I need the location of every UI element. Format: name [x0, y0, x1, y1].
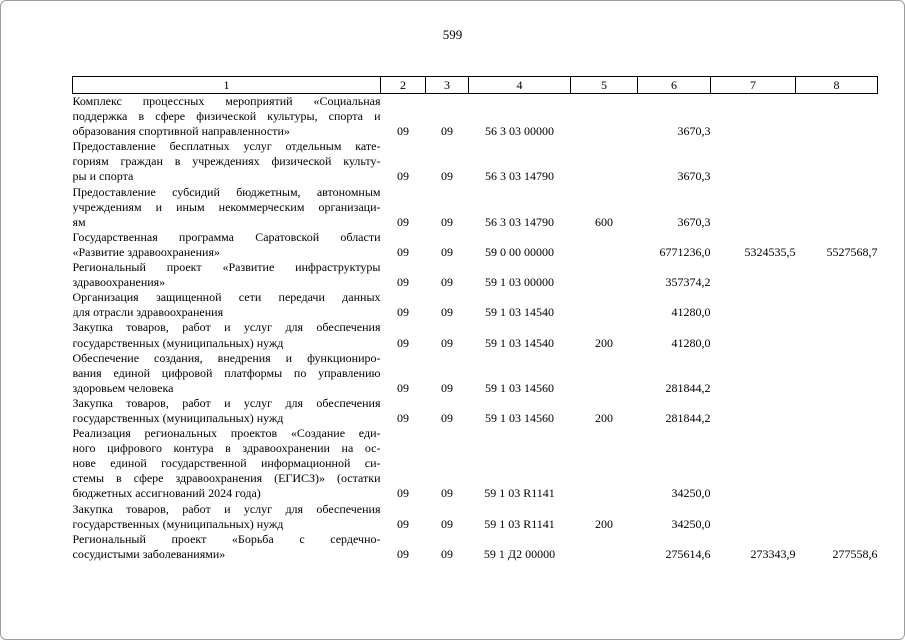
- target-article-cell: 59 1 03 14540: [485, 305, 554, 320]
- program-name-cell: [73, 532, 381, 562]
- amount-col6-cell: 281844,2: [665, 410, 711, 425]
- target-article-cell: 59 1 03 00000: [485, 275, 554, 290]
- name-line: Предоставление бесплатных услуг отдельным кате-: [72, 139, 381, 154]
- amount-col7-cell: [711, 426, 796, 501]
- target-article-cell: 59 1 03 14560: [485, 380, 554, 395]
- amount-col7-cell: [711, 139, 796, 184]
- subsection-code-cell: 09: [441, 214, 453, 229]
- subsection-code-cell: 09: [441, 169, 453, 184]
- amount-col6-cell: 3670,3: [677, 124, 711, 139]
- name-line: государственных (муниципальных) нужд: [72, 410, 284, 425]
- name-line: государственных (муниципальных) нужд: [72, 335, 284, 350]
- subsection-code-cell: 09: [441, 275, 453, 290]
- name-line: здоровьем человека: [72, 380, 174, 395]
- table-row: [73, 290, 878, 320]
- amount-col8-cell: [796, 94, 878, 140]
- expense-type-cell: [571, 426, 638, 501]
- amount-col7-cell: 5324535,5: [744, 244, 796, 259]
- section-code-cell: 09: [397, 275, 409, 290]
- amount-col8-cell: [796, 320, 878, 350]
- section-code-cell: 09: [397, 124, 409, 139]
- subsection-code-cell: 09: [441, 486, 453, 501]
- header-col-5: 5: [571, 77, 638, 94]
- program-name-cell: [73, 320, 381, 350]
- header-col-3: 3: [426, 77, 469, 94]
- target-article-cell: 59 1 03 R1141: [484, 486, 555, 501]
- name-line: бюджетных ассигнований 2024 года): [72, 486, 261, 501]
- amount-col7-cell: [711, 290, 796, 320]
- header-col-7: 7: [711, 77, 796, 94]
- section-code-cell: 09: [397, 546, 409, 561]
- table-row: [73, 532, 878, 562]
- target-article-cell: 56 3 03 00000: [485, 124, 554, 139]
- target-article-cell: 56 3 03 14790: [485, 169, 554, 184]
- name-line: поддержка в сфере физической культуры, спорта и: [72, 109, 381, 124]
- amount-col7-cell: [711, 502, 796, 532]
- amount-col8-cell: 277558,6: [832, 546, 878, 561]
- amount-col8-cell: [796, 139, 878, 184]
- program-name-cell: [73, 260, 381, 290]
- subsection-code-cell: 09: [441, 410, 453, 425]
- amount-col6-cell: 34250,0: [671, 516, 711, 531]
- name-line: Комплекс процессных мероприятий «Социальная: [72, 94, 381, 108]
- section-code-cell: 09: [397, 516, 409, 531]
- amount-col7-cell: [711, 396, 796, 426]
- table-row: [73, 230, 878, 260]
- table-row: [73, 185, 878, 230]
- table-row: [73, 94, 878, 140]
- name-line: Региональный проект «Развитие инфраструктуры: [72, 260, 381, 275]
- amount-col8-cell: [796, 185, 878, 230]
- table-row: [73, 139, 878, 184]
- expense-type-cell: [571, 260, 638, 290]
- target-article-cell: 59 1 03 R1141: [484, 516, 555, 531]
- section-code-cell: 09: [397, 380, 409, 395]
- amount-col8-cell: 5527568,7: [826, 244, 878, 259]
- name-line: Региональный проект «Борьба с сердечно-: [72, 531, 381, 546]
- subsection-code-cell: 09: [441, 124, 453, 139]
- program-name-cell: [73, 230, 381, 260]
- header-col-1: 1: [73, 77, 381, 94]
- amount-col6-cell: 357374,2: [665, 275, 711, 290]
- expense-type-cell: [571, 290, 638, 320]
- amount-col6-cell: 6771236,0: [659, 244, 711, 259]
- name-line: Государственная программа Саратовской области: [72, 229, 381, 244]
- amount-col8-cell: [796, 351, 878, 396]
- name-line: Организация защищенной сети передачи данных: [72, 290, 381, 305]
- program-name-cell: [73, 396, 381, 426]
- page-number: 599: [442, 27, 463, 42]
- program-name-cell: [73, 139, 381, 184]
- subsection-code-cell: 09: [441, 335, 453, 350]
- program-name-cell: [73, 94, 381, 140]
- table-row: [73, 351, 878, 396]
- target-article-cell: 59 1 03 14540: [485, 335, 554, 350]
- subsection-code-cell: 09: [441, 244, 453, 259]
- program-name-cell: [73, 185, 381, 230]
- expense-type-cell: [571, 532, 638, 562]
- amount-col6-cell: 3670,3: [677, 214, 711, 229]
- name-line: Закупка товаров, работ и услуг для обеспечения: [72, 320, 381, 335]
- name-line: ного цифрового контура в здравоохранении на ос-: [72, 441, 381, 456]
- amount-col6-cell: 41280,0: [671, 335, 711, 350]
- amount-col7-cell: [711, 320, 796, 350]
- amount-col8-cell: [796, 290, 878, 320]
- name-line: нове единой государственной информационной си-: [72, 456, 381, 471]
- program-name-cell: [73, 351, 381, 396]
- amount-col7-cell: [711, 351, 796, 396]
- subsection-code-cell: 09: [441, 516, 453, 531]
- expense-type-cell: 200: [595, 335, 613, 350]
- amount-col6-cell: 34250,0: [671, 486, 711, 501]
- name-line: стемы в сфере здравоохранения (ЕГИСЗ)» (остатки: [72, 471, 381, 486]
- amount-col8-cell: [796, 260, 878, 290]
- amount-col8-cell: [796, 426, 878, 501]
- section-code-cell: 09: [397, 410, 409, 425]
- section-code-cell: 09: [397, 244, 409, 259]
- target-article-cell: 56 3 03 14790: [485, 214, 554, 229]
- subsection-code-cell: 09: [441, 305, 453, 320]
- name-line: Закупка товаров, работ и услуг для обеспечения: [72, 501, 381, 516]
- name-line: гориям граждан в учреждениях физической культу-: [72, 154, 381, 169]
- section-code-cell: 09: [397, 305, 409, 320]
- name-line: Предоставление субсидий бюджетным, автономным: [72, 184, 381, 199]
- name-line: образования спортивной направленности»: [72, 124, 290, 139]
- name-line: для отрасли здравоохранения: [72, 305, 224, 320]
- name-line: государственных (муниципальных) нужд: [72, 516, 284, 531]
- expense-type-cell: [571, 230, 638, 260]
- header-col-2: 2: [381, 77, 426, 94]
- table-row: [73, 502, 878, 532]
- expense-type-cell: [571, 139, 638, 184]
- table-row: [73, 320, 878, 350]
- amount-col6-cell: 281844,2: [665, 380, 711, 395]
- program-name-cell: [73, 502, 381, 532]
- amount-col7-cell: [711, 185, 796, 230]
- target-article-cell: 59 1 03 14560: [485, 410, 554, 425]
- amount-col6-cell: 275614,6: [665, 546, 711, 561]
- name-line: ям: [72, 214, 86, 229]
- amount-col7-cell: 273343,9: [750, 546, 796, 561]
- target-article-cell: 59 1 Д2 00000: [483, 546, 556, 561]
- section-code-cell: 09: [397, 214, 409, 229]
- table-row: [73, 426, 878, 501]
- expense-type-cell: [571, 94, 638, 140]
- name-line: Обеспечение создания, внедрения и функциониро-: [72, 350, 381, 365]
- amount-col7-cell: [711, 260, 796, 290]
- name-line: сосудистыми заболеваниями»: [72, 546, 226, 561]
- table-row: [73, 396, 878, 426]
- expense-type-cell: 200: [595, 516, 613, 531]
- header-col-6: 6: [638, 77, 711, 94]
- program-name-cell: [73, 290, 381, 320]
- amount-col6-cell: 41280,0: [671, 305, 711, 320]
- header-col-8: 8: [796, 77, 878, 94]
- expense-type-cell: 600: [595, 214, 613, 229]
- name-line: Закупка товаров, работ и услуг для обеспечения: [72, 395, 381, 410]
- name-line: здравоохранения»: [72, 275, 166, 290]
- name-line: ры и спорта: [72, 169, 134, 184]
- amount-col7-cell: [711, 94, 796, 140]
- expense-type-cell: 200: [595, 410, 613, 425]
- name-line: Реализация региональных проектов «Создание еди-: [72, 426, 381, 441]
- subsection-code-cell: 09: [441, 380, 453, 395]
- section-code-cell: 09: [397, 486, 409, 501]
- expense-type-cell: [571, 351, 638, 396]
- section-code-cell: 09: [397, 335, 409, 350]
- name-line: «Развитие здравоохранения»: [72, 244, 220, 259]
- header-col-4: 4: [469, 77, 571, 94]
- program-name-cell: [73, 426, 381, 501]
- budget-table: [72, 76, 878, 562]
- name-line: вания единой цифровой платформы по управлению: [72, 365, 381, 380]
- table-header-row: [73, 77, 878, 94]
- section-code-cell: 09: [397, 169, 409, 184]
- amount-col6-cell: 3670,3: [677, 169, 711, 184]
- subsection-code-cell: 09: [441, 546, 453, 561]
- target-article-cell: 59 0 00 00000: [485, 244, 554, 259]
- table-row: [73, 260, 878, 290]
- amount-col8-cell: [796, 502, 878, 532]
- name-line: учреждениям и иным некоммерческим организаци-: [72, 199, 381, 214]
- amount-col8-cell: [796, 396, 878, 426]
